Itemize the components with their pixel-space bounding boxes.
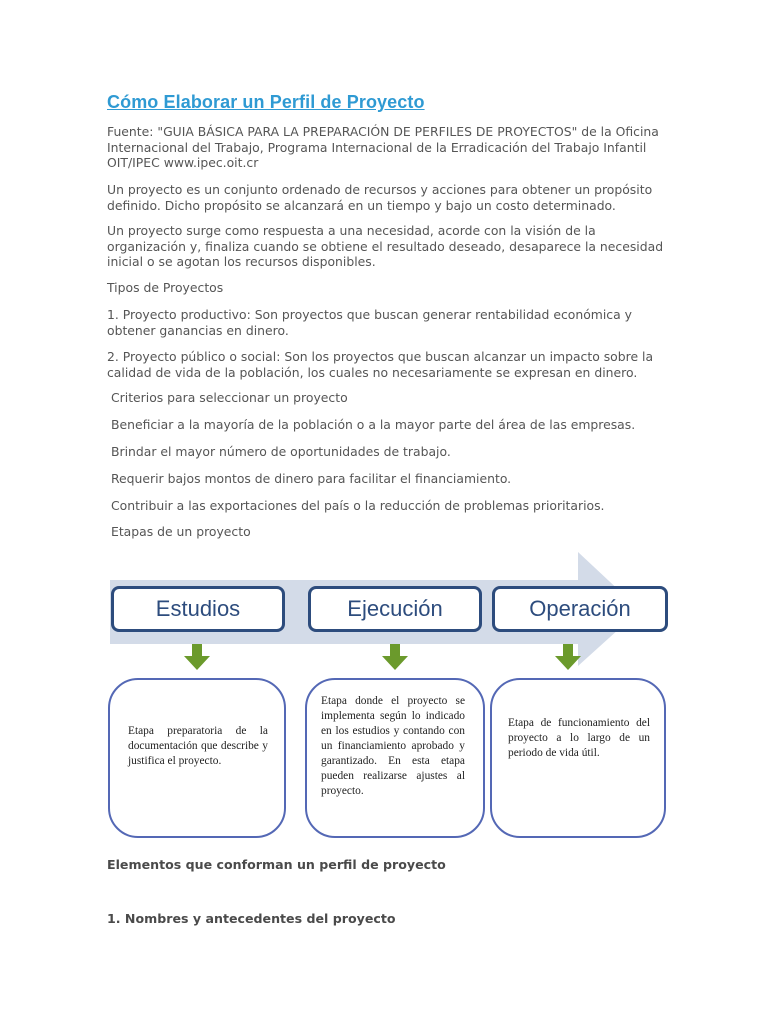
source-paragraph: Fuente: "GUIA BÁSICA PARA LA PREPARACIÓN DE PERFILES DE PROYECTOS" de la Oficina Internacional del Trabajo, Programa Internacional de la Erradicación del Trabajo Infantil OIT/IPEC www.ipec.oit.cr xyxy=(107,124,659,170)
criterion-item: Brindar el mayor número de oportunidades de trabajo. xyxy=(111,444,451,459)
type-social: 2. Proyecto público o social: Son los proyectos que buscan alcanzar un impacto sobre la calidad de vida de la población, los cuales no necesariamente se expresan en dinero. xyxy=(107,349,654,380)
stage-label: Operación xyxy=(529,596,631,621)
project-stages-diagram xyxy=(100,548,680,848)
criterion-item: Beneficiar a la mayoría de la población o a la mayor parte del área de las empresas. xyxy=(111,417,636,432)
type-productive: 1. Proyecto productivo: Son proyectos que buscan generar rentabilidad económica y obtener ganancias en dinero. xyxy=(107,307,632,338)
stage-description-box xyxy=(108,678,286,838)
types-heading: Tipos de Proyectos xyxy=(107,280,224,295)
criterion-item: Contribuir a las exportaciones del país o la reducción de problemas prioritarios. xyxy=(111,498,605,513)
criterion-item: Requerir bajos montos de dinero para facilitar el financiamiento. xyxy=(111,471,512,486)
stage-label: Ejecución xyxy=(347,596,443,621)
stage-box-operacion xyxy=(492,586,668,632)
definition-paragraph: Un proyecto es un conjunto ordenado de recursos y acciones para obtener un propósito definido. Dicho propósito se alcanzará en un tiempo y bajo un costo determinado. xyxy=(107,182,653,213)
stage-description: Etapa de funcionamiento del proyecto a lo largo de un periodo de vida útil. xyxy=(508,717,650,759)
section-heading: 1. Nombres y antecedentes del proyecto xyxy=(107,911,396,926)
elements-heading: Elementos que conforman un perfil de proyecto xyxy=(107,857,446,872)
stages-heading: Etapas de un proyecto xyxy=(111,524,251,539)
stage-label: Estudios xyxy=(155,596,241,621)
down-arrow-icon xyxy=(555,644,581,670)
origin-paragraph: Un proyecto surge como respuesta a una necesidad, acorde con la visión de la organización y, finaliza cuando se obtiene el resultado deseado, desaparece la necesidad inicial o se agotan los recursos disponibles. xyxy=(107,223,664,269)
page-title[interactable]: Cómo Elaborar un Perfil de Proyecto xyxy=(107,92,425,112)
stage-description-box xyxy=(305,678,485,838)
down-arrow-icon xyxy=(382,644,408,670)
criteria-heading: Criterios para seleccionar un proyecto xyxy=(111,390,348,405)
down-arrow-icon xyxy=(184,644,210,670)
stage-description-box xyxy=(490,678,666,838)
stage-description: Etapa preparatoria de la documentación que describe y justifica el proyecto. xyxy=(128,725,268,767)
stage-box-estudios xyxy=(111,586,285,632)
stage-box-ejecucion xyxy=(308,586,482,632)
stage-description: Etapa donde el proyecto se implementa según lo indicado en los estudios y contando con un financiamiento aprobado y garantizado. En esta etapa pueden realizarse ajustes al proyecto. xyxy=(321,695,465,797)
